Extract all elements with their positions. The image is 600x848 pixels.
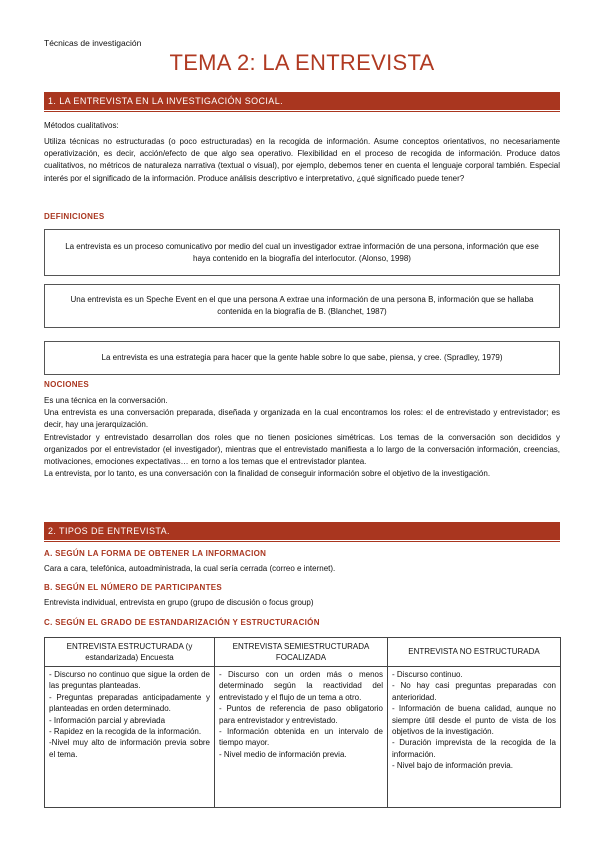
definition-box-3 xyxy=(44,341,560,375)
tipo-c-heading: C. SEGÚN EL GRADO DE ESTANDARIZACIÓN Y ESTRUCTURACIÓN xyxy=(44,618,320,627)
page-title: TEMA 2: LA ENTREVISTA xyxy=(169,50,435,75)
list-item: - Discurso continuo. xyxy=(392,670,463,679)
table-header-cell: ENTREVISTA ESTRUCTURADA (y estandarizada) Encuesta xyxy=(45,638,215,667)
nociones-paragraph xyxy=(44,395,560,480)
table-cell-semiestructurada xyxy=(215,667,388,808)
nociones-heading: NOCIONES xyxy=(44,380,90,389)
section-1-heading: 1. LA ENTREVISTA EN LA INVESTIGACIÓN SOCIAL. xyxy=(44,92,560,110)
table-row xyxy=(45,667,561,808)
definiciones-heading: DEFINICIONES xyxy=(44,212,105,221)
metodos-paragraph xyxy=(44,136,560,185)
list-item: - Puntos de referencia de paso obligatorio para entrevistador y entrevistado. xyxy=(219,704,383,725)
list-item: - Información parcial y abreviada xyxy=(49,715,166,725)
definition-box-2 xyxy=(44,284,560,328)
list-item: - Nivel bajo de información previa. xyxy=(392,761,513,771)
section-2-heading: 2. TIPOS DE ENTREVISTA. xyxy=(44,522,560,540)
definition-text: La entrevista es una estrategia para hacer que la gente hable sobre lo que sabe, piensa, y cree. (Spradley, 1979) xyxy=(101,353,503,362)
tipo-a-heading: A. SEGÚN LA FORMA DE OBTENER LA INFORMACION xyxy=(44,549,267,558)
definition-text: La entrevista es un proceso comunicativo por medio del cual un investigador extrae información de una persona, información que ese haya contenido en la biografía del interlocutor. (Alonso, 1998) xyxy=(65,241,539,263)
running-head: Técnicas de investigación xyxy=(44,38,142,48)
list-item: - Discurso con un orden más o menos determinado según la reactividad del entrevistado y el flujo de un tema a otro. xyxy=(219,670,383,702)
nocion-line: Entrevistador y entrevistado desarrollan dos roles que no tienen posiciones simétricas. Los temas de la conversación son decididos y organizados por el entrevistador (el investigador), mientras que el entrevistado manifiesta a lo largo de la conversación información, creencias, motivaciones, emociones expectativas… en torno a los temas que el entrevistador plantea. xyxy=(44,432,560,467)
list-item: - Discurso no continuo que sigue la orden de las preguntas planteadas. xyxy=(49,670,210,691)
metodos-text: Utiliza técnicas no estructuradas (o poco estructuradas) en la recogida de información. Asume conceptos orientativos, no necesariamente operativización, es decir, acción/efecto de que algo sea operativo. Flexibilidad en el proceso de recogida de información. Produce datos cualitativos, no métricos de naturaleza narrativa (textual o visual), por ejemplo, debemos tener en cuenta el lenguaje corporal también. Especial interés por el significado de la información. Produce análisis descriptivo e interpretativo, ¿qué significado puede tener? xyxy=(44,137,560,183)
tipo-b-heading: B. SEGÚN EL NÚMERO DE PARTICIPANTES xyxy=(44,583,223,592)
table-cell-estructurada xyxy=(45,667,215,808)
table-cell-no-estructurada xyxy=(388,667,561,808)
list-item: - Información de buena calidad, aunque no siempre útil desde el punto de vista de los objetivos de la investigación. xyxy=(392,704,556,737)
metodos-label: Métodos cualitativos: xyxy=(44,121,119,130)
nocion-line: Es una técnica en la conversación. xyxy=(44,396,168,405)
definition-box-1 xyxy=(44,229,560,276)
list-item: - Nivel medio de información previa. xyxy=(219,749,347,759)
definition-text: Una entrevista es un Speche Event en el que una persona A extrae una información de una persona B, información que se hallaba contenida en la biografía de B. (Blanchet, 1987) xyxy=(70,295,534,316)
table-header-cell: ENTREVISTA NO ESTRUCTURADA xyxy=(388,638,561,667)
nocion-line: La entrevista, por lo tanto, es una conversación con la finalidad de conseguir información sobre el objetivo de la investigación. xyxy=(44,469,491,479)
tipo-b-text: Entrevista individual, entrevista en grupo (grupo de discusión o focus group) xyxy=(44,598,314,607)
table-header-row xyxy=(45,638,561,667)
list-item: - Información obtenida en un intervalo de tiempo mayor. xyxy=(219,727,383,748)
list-item: - Preguntas preparadas anticipadamente y planteadas en orden determinado. xyxy=(49,692,210,714)
tipo-a-text: Cara a cara, telefónica, autoadministrada, la cual sería cerrada (correo e internet). xyxy=(44,564,336,573)
list-item: - No hay casi preguntas preparadas con anterioridad. xyxy=(392,681,556,702)
table-header-cell: ENTREVISTA SEMIESTRUCTURADA FOCALIZADA xyxy=(215,638,388,667)
list-item: - Rapidez en la recogida de la información. xyxy=(49,727,202,737)
list-item: -Nivel muy alto de información previa sobre el tema. xyxy=(49,738,210,759)
tipos-entrevista-table xyxy=(44,637,561,808)
nocion-line: Una entrevista es una conversación preparada, diseñada y organizada en la cual encontramos los roles: el de entrevistado y entrevistador; es decir, hay una jerarquización. xyxy=(44,408,560,430)
list-item: - Duración imprevista de la recogida de la información. xyxy=(392,738,556,759)
